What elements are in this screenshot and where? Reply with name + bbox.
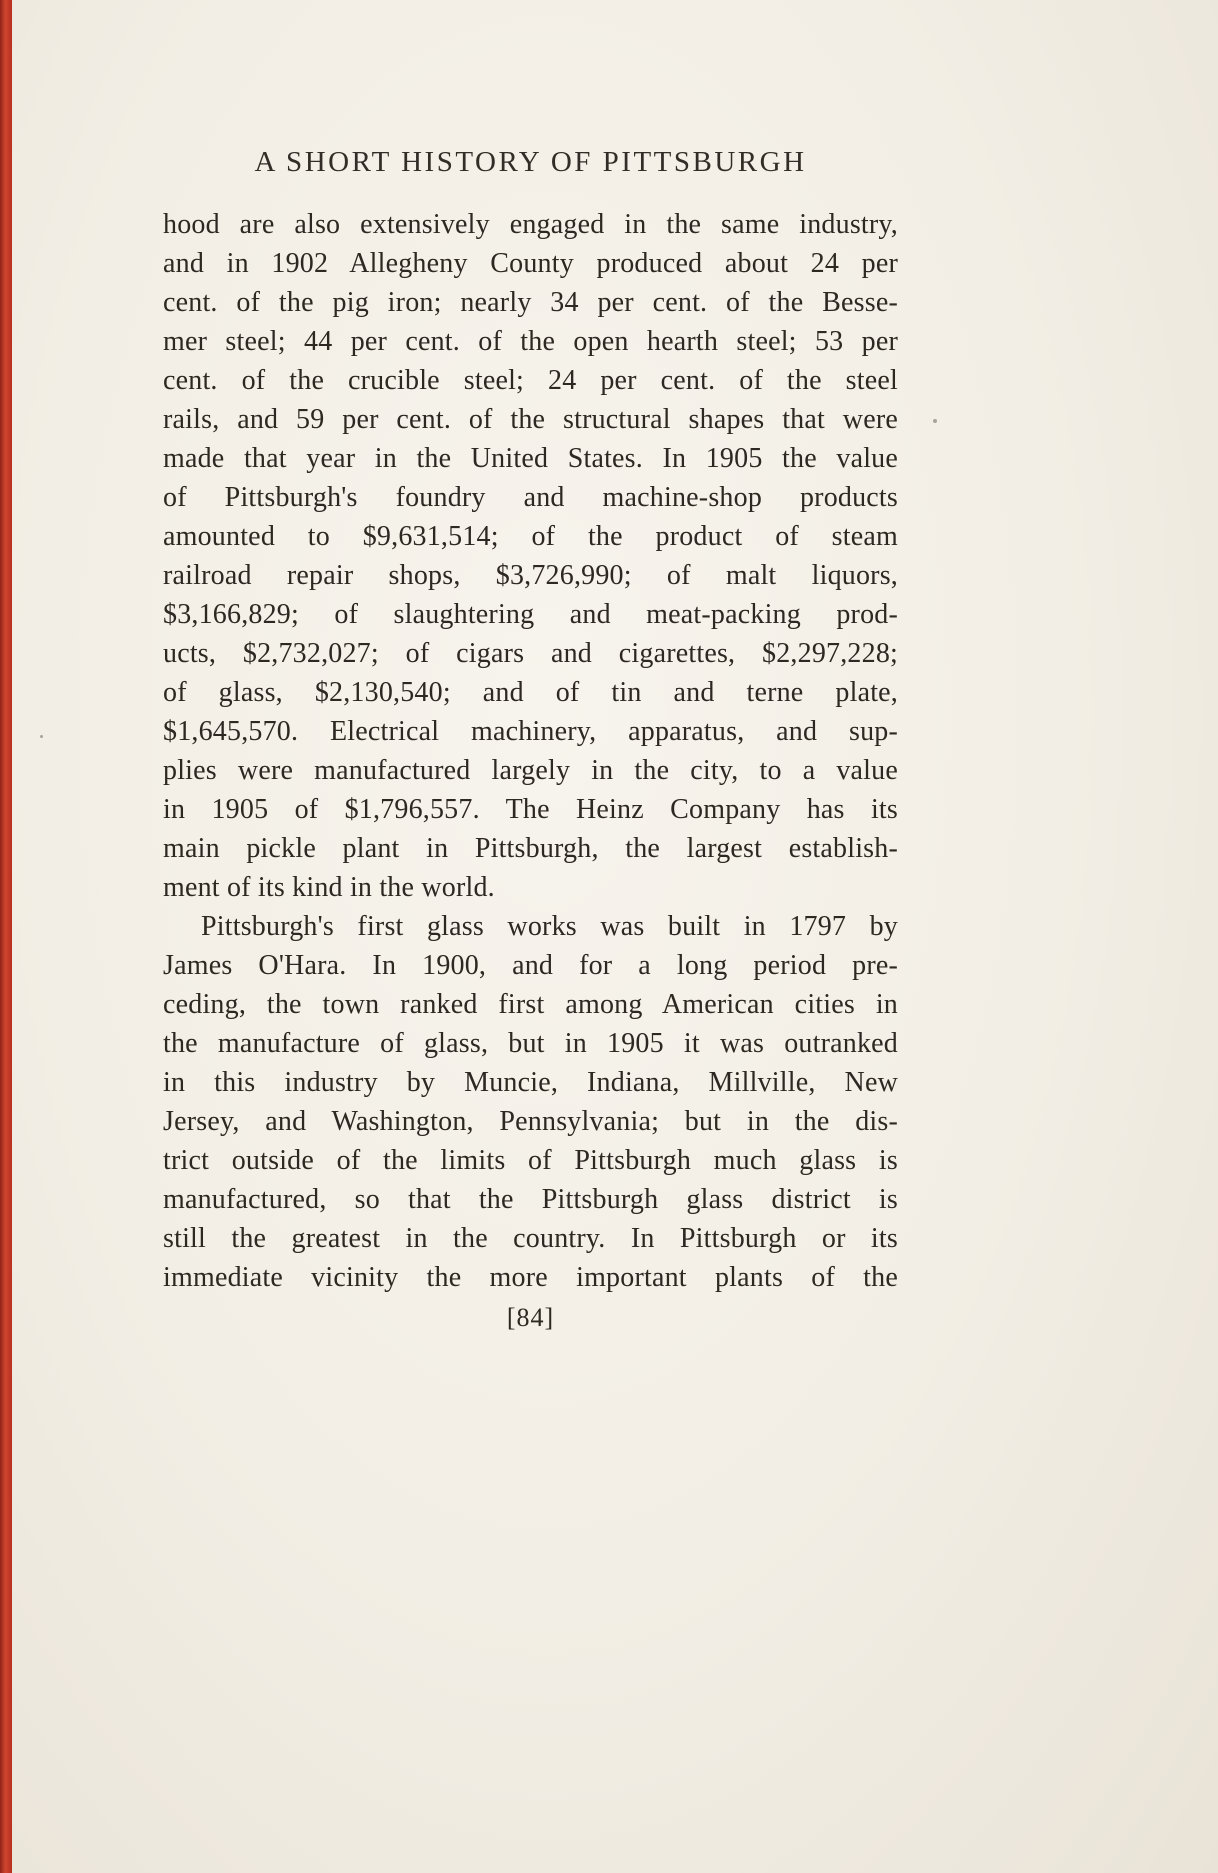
page-number: [84] (506, 1303, 555, 1332)
text-line: ucts, $2,732,027; of cigars and cigarettes, $2,297,228; (163, 638, 898, 669)
text-line: still the greatest in the country. In Pittsburgh or its (163, 1223, 898, 1254)
text-line: James O'Hara. In 1900, and for a long period pre- (163, 950, 898, 981)
text-line: immediate vicinity the more important plants of the (163, 1262, 898, 1293)
text-line: plies were manufactured largely in the city, to a value (163, 755, 898, 786)
body-text (163, 205, 898, 1297)
text-line: cent. of the crucible steel; 24 per cent. of the steel (163, 365, 898, 396)
scan-edge-artifact (0, 0, 12, 1873)
text-line: rails, and 59 per cent. of the structural shapes that were (163, 404, 898, 435)
text-line: hood are also extensively engaged in the same industry, (163, 209, 898, 240)
text-line: of Pittsburgh's foundry and machine-shop products (163, 482, 898, 513)
text-line: made that year in the United States. In 1905 the value (163, 443, 898, 474)
text-line: manufactured, so that the Pittsburgh glass district is (163, 1184, 898, 1215)
text-line: Pittsburgh's first glass works was built in 1797 by (201, 911, 898, 942)
text-line: trict outside of the limits of Pittsburgh much glass is (163, 1145, 898, 1176)
text-line: Jersey, and Washington, Pennsylvania; but in the dis- (163, 1106, 898, 1137)
text-line: amounted to $9,631,514; of the product of steam (163, 521, 898, 552)
text-line: $3,166,829; of slaughtering and meat-packing prod- (163, 599, 898, 630)
text-line: mer steel; 44 per cent. of the open hearth steel; 53 per (163, 326, 898, 357)
text-line: ceding, the town ranked first among American cities in (163, 989, 898, 1020)
text-line: of glass, $2,130,540; and of tin and terne plate, (163, 677, 898, 708)
text-line: cent. of the pig iron; nearly 34 per cent. of the Besse- (163, 287, 898, 318)
text-line: the manufacture of glass, but in 1905 it was outranked (163, 1028, 898, 1059)
scan-speck (40, 735, 43, 738)
text-line: in this industry by Muncie, Indiana, Millville, New (163, 1067, 898, 1098)
text-line: railroad repair shops, $3,726,990; of malt liquors, (163, 560, 898, 591)
text-line: and in 1902 Allegheny County produced about 24 per (163, 248, 898, 279)
text-line: main pickle plant in Pittsburgh, the largest establish- (163, 833, 898, 864)
text-line: $1,645,570. Electrical machinery, apparatus, and sup- (163, 716, 898, 747)
text-line: ment of its kind in the world. (163, 872, 495, 903)
running-header: A SHORT HISTORY OF PITTSBURGH (254, 146, 807, 178)
book-page (163, 146, 898, 1333)
scan-speck (933, 419, 937, 423)
text-line: in 1905 of $1,796,557. The Heinz Company has its (163, 794, 898, 825)
